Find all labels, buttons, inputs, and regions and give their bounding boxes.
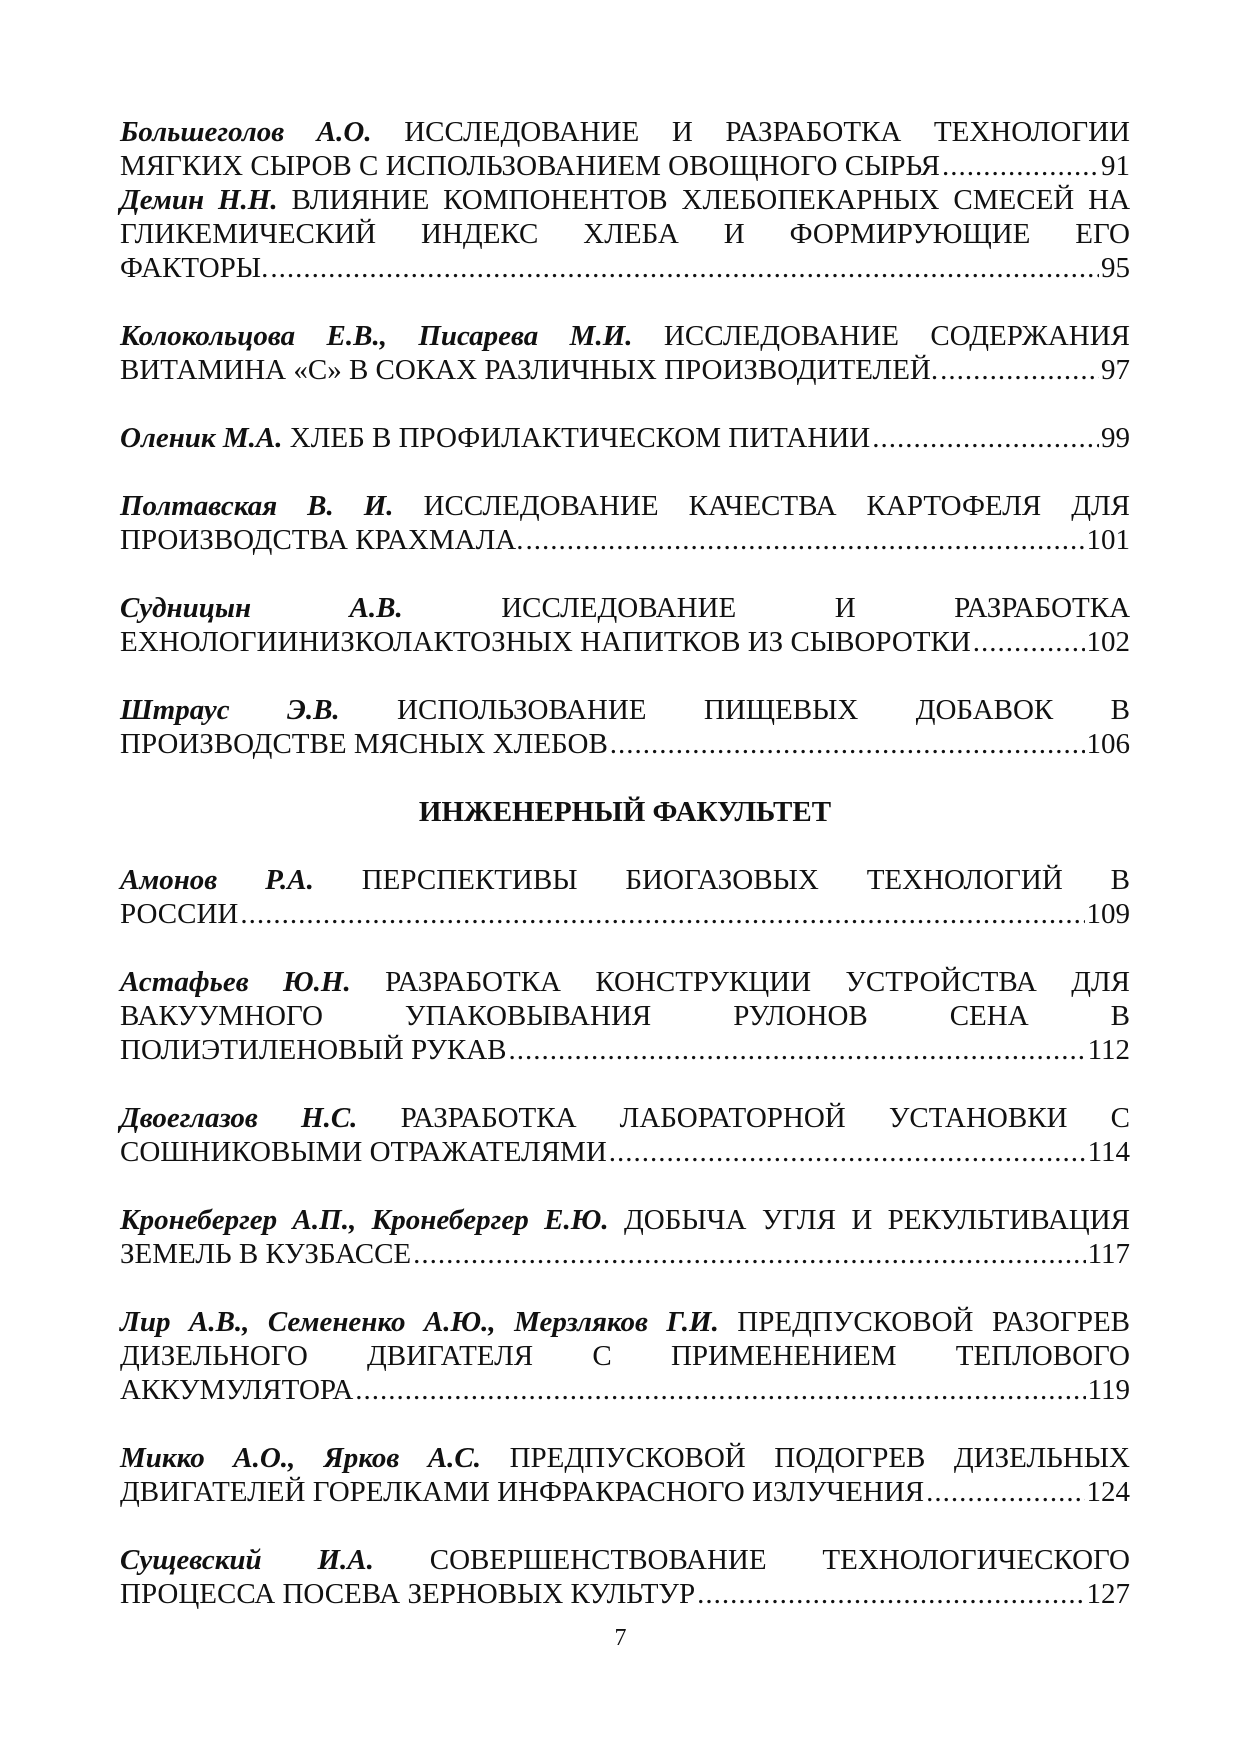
entry-title-end: МЯГКИХ СЫРОВ С ИСПОЛЬЗОВАНИЕМ ОВОЩНОГО СЫРЬЯ xyxy=(120,150,940,182)
entry-head-line xyxy=(120,1203,1130,1237)
entry-authors: Микко А.О., Ярков А.С. xyxy=(120,1442,482,1474)
dot-leader xyxy=(697,1577,1084,1611)
entry-last-line xyxy=(120,625,1130,659)
entry-middle-line: ДИЗЕЛЬНОГО ДВИГАТЕЛЯ С ПРИМЕНЕНИЕМ ТЕПЛОВОГО xyxy=(120,1340,1130,1372)
entry-last-line xyxy=(120,1033,1130,1067)
entry-head-line xyxy=(120,965,1130,999)
entry-title-part: ПРЕДПУСКОВОЙ ПОДОГРЕВ ДИЗЕЛЬНЫХ xyxy=(509,1442,1130,1474)
entry-last-line xyxy=(120,1237,1130,1271)
entry-page-number: 112 xyxy=(1087,1034,1130,1066)
entry-head-line xyxy=(120,115,1130,149)
entry-head-line xyxy=(120,1543,1130,1577)
entry-page-number: 106 xyxy=(1086,728,1130,760)
entry-last-line xyxy=(120,523,1130,557)
entry-authors: Двоеглазов Н.С. xyxy=(120,1102,358,1134)
entry-title-end: ФАКТОРЫ. xyxy=(120,252,269,284)
entry-authors: Полтавская В. И. xyxy=(120,490,394,522)
toc-entry[interactable] xyxy=(120,421,1130,455)
toc-entry[interactable] xyxy=(120,1543,1130,1611)
entry-title-part: ДОБЫЧА УГЛЯ И РЕКУЛЬТИВАЦИЯ xyxy=(623,1204,1130,1236)
entry-authors: Сущевский И.А. xyxy=(120,1544,374,1576)
entry-authors: Амонов Р.А. xyxy=(120,864,314,896)
entry-last-line xyxy=(120,1577,1130,1611)
entry-head-line xyxy=(120,183,1130,217)
entry-last-line xyxy=(120,727,1130,761)
entry-title-part: ИССЛЕДОВАНИЕ КАЧЕСТВА КАРТОФЕЛЯ ДЛЯ xyxy=(423,490,1130,522)
entry-title-part: ПРЕДПУСКОВОЙ РАЗОГРЕВ xyxy=(737,1306,1130,1338)
entry-title-part: РАЗРАБОТКА ЛАБОРАТОРНОЙ УСТАНОВКИ С xyxy=(400,1102,1131,1134)
entry-page-number: 91 xyxy=(1101,150,1130,182)
dot-leader xyxy=(940,353,1099,387)
entry-authors: Штраус Э.В. xyxy=(120,694,340,726)
dot-leader xyxy=(525,523,1084,557)
entry-title-part: ВЛИЯНИЕ КОМПОНЕНТОВ ХЛЕБОПЕКАРНЫХ СМЕСЕЙ НА xyxy=(291,184,1131,216)
entry-page-number: 124 xyxy=(1086,1476,1130,1508)
entry-last-line xyxy=(120,251,1130,285)
entry-authors: Лир А.В., Семененко А.Ю., Мерзляков Г.И. xyxy=(120,1306,719,1338)
entry-page-number: 114 xyxy=(1087,1136,1130,1168)
entry-title-part: РАЗРАБОТКА КОНСТРУКЦИИ УСТРОЙСТВА ДЛЯ xyxy=(385,966,1131,998)
entry-authors: Демин Н.Н. xyxy=(120,184,278,216)
entry-title-end: ЕХНОЛОГИИНИЗКОЛАКТОЗНЫХ НАПИТКОВ ИЗ СЫВОРОТКИ xyxy=(120,626,971,658)
toc-entry[interactable] xyxy=(120,693,1130,761)
toc-entry[interactable] xyxy=(120,1441,1130,1509)
entry-page-number: 97 xyxy=(1101,354,1130,386)
entry-page-number: 117 xyxy=(1087,1238,1130,1270)
toc-entry[interactable] xyxy=(120,1203,1130,1271)
entry-page-number: 95 xyxy=(1101,252,1130,284)
entry-title-part: ПЕРСПЕКТИВЫ БИОГАЗОВЫХ ТЕХНОЛОГИЙ В xyxy=(361,864,1131,896)
entry-title-end xyxy=(120,421,870,455)
toc-entry[interactable] xyxy=(120,115,1130,183)
entry-title-end: АККУМУЛЯТОРА xyxy=(120,1374,354,1406)
entry-title-end: ДВИГАТЕЛЕЙ ГОРЕЛКАМИ ИНФРАКРАСНОГО ИЗЛУЧЕНИЯ xyxy=(120,1476,925,1508)
entry-last-line xyxy=(120,149,1130,183)
dot-leader xyxy=(270,251,1099,285)
entry-head-line xyxy=(120,1101,1130,1135)
toc-entry[interactable] xyxy=(120,489,1130,557)
entry-page-number: 127 xyxy=(1086,1578,1130,1610)
entry-last-line xyxy=(120,1135,1130,1169)
entry-single-line xyxy=(120,421,1130,455)
entry-last-line xyxy=(120,897,1130,931)
entry-title-end: ЗЕМЕЛЬ В КУЗБАССЕ xyxy=(120,1238,412,1270)
entry-last-line xyxy=(120,1475,1130,1509)
entry-authors: Большеголов А.О. xyxy=(120,116,372,148)
entry-title-end: ПРОИЗВОДСТВА КРАХМАЛА. xyxy=(120,524,524,556)
toc-entry[interactable] xyxy=(120,319,1130,387)
entry-page-number: 102 xyxy=(1086,626,1130,658)
entry-head-line xyxy=(120,489,1130,523)
toc-entry[interactable] xyxy=(120,863,1130,931)
entry-title-end: ПРОИЗВОДСТВЕ МЯСНЫХ ХЛЕБОВ xyxy=(120,728,608,760)
entry-title-part: ИССЛЕДОВАНИЕ И РАЗРАБОТКА xyxy=(501,592,1131,624)
entry-title-part: ИССЛЕДОВАНИЕ И РАЗРАБОТКА ТЕХНОЛОГИИ xyxy=(404,116,1130,148)
entry-last-line xyxy=(120,353,1130,387)
toc-entry[interactable] xyxy=(120,1305,1130,1407)
table-of-contents xyxy=(120,115,1130,1611)
entry-head-line xyxy=(120,693,1130,727)
toc-entry[interactable] xyxy=(120,1101,1130,1169)
entry-head-line xyxy=(120,319,1130,353)
entry-middle-line: ВАКУУМНОГО УПАКОВЫВАНИЯ РУЛОНОВ СЕНА В xyxy=(120,1000,1130,1032)
entry-page-number: 99 xyxy=(1101,422,1130,454)
toc-entry[interactable] xyxy=(120,965,1130,1067)
entry-middle-line: ГЛИКЕМИЧЕСКИЙ ИНДЕКС ХЛЕБА И ФОРМИРУЮЩИЕ ЕГО xyxy=(120,218,1130,250)
entry-head-line xyxy=(120,1305,1130,1339)
entry-title-end: ПРОЦЕССА ПОСЕВА ЗЕРНОВЫХ КУЛЬТУР xyxy=(120,1578,696,1610)
entry-page-number: 119 xyxy=(1087,1374,1130,1406)
dot-leader xyxy=(942,149,1099,183)
entry-last-line xyxy=(120,1373,1130,1407)
entry-authors: Колокольцова Е.В., Писарева М.И. xyxy=(120,320,633,352)
entry-page-number: 109 xyxy=(1086,898,1130,930)
entry-title-part: СОВЕРШЕНСТВОВАНИЕ ТЕХНОЛОГИЧЕСКОГО xyxy=(429,1544,1130,1576)
entry-head-line xyxy=(120,591,1130,625)
dot-leader xyxy=(973,625,1085,659)
entry-head-line xyxy=(120,1441,1130,1475)
entry-title-end: ПОЛИЭТИЛЕНОВЫЙ РУКАВ xyxy=(120,1034,507,1066)
entry-title-part: ИССЛЕДОВАНИЕ СОДЕРЖАНИЯ xyxy=(663,320,1130,352)
entry-head-line xyxy=(120,863,1130,897)
dot-leader xyxy=(413,1237,1085,1271)
entry-authors: Астафьев Ю.Н. xyxy=(120,966,351,998)
entry-authors: Кронебергер А.П., Кронебергер Е.Ю. xyxy=(120,1204,609,1236)
entry-title-end: СОШНИКОВЫМИ ОТРАЖАТЕЛЯМИ xyxy=(120,1136,607,1168)
entry-title-part: ИСПОЛЬЗОВАНИЕ ПИЩЕВЫХ ДОБАВОК В xyxy=(397,694,1130,726)
entry-authors: Судницын А.В. xyxy=(120,592,403,624)
dot-leader xyxy=(872,421,1099,455)
entry-title-part: ХЛЕБ В ПРОФИЛАКТИЧЕСКОМ ПИТАНИИ xyxy=(289,422,871,454)
page-number: 7 xyxy=(614,1625,627,1651)
toc-entry[interactable] xyxy=(120,183,1130,285)
dot-leader xyxy=(355,1373,1085,1407)
dot-leader xyxy=(926,1475,1084,1509)
entry-page-number: 101 xyxy=(1086,524,1130,556)
dot-leader xyxy=(610,727,1085,761)
dot-leader xyxy=(609,1135,1086,1169)
entry-title-end: ВИТАМИНА «С» В СОКАХ РАЗЛИЧНЫХ ПРОИЗВОДИТЕЛЕЙ. xyxy=(120,354,939,386)
dot-leader xyxy=(509,1033,1086,1067)
entry-authors: Оленик М.А. xyxy=(120,422,283,454)
toc-entry[interactable] xyxy=(120,591,1130,659)
dot-leader xyxy=(240,897,1084,931)
section-title: ИНЖЕНЕРНЫЙ ФАКУЛЬТЕТ xyxy=(418,796,832,828)
entry-title-end: РОССИИ xyxy=(120,898,239,930)
